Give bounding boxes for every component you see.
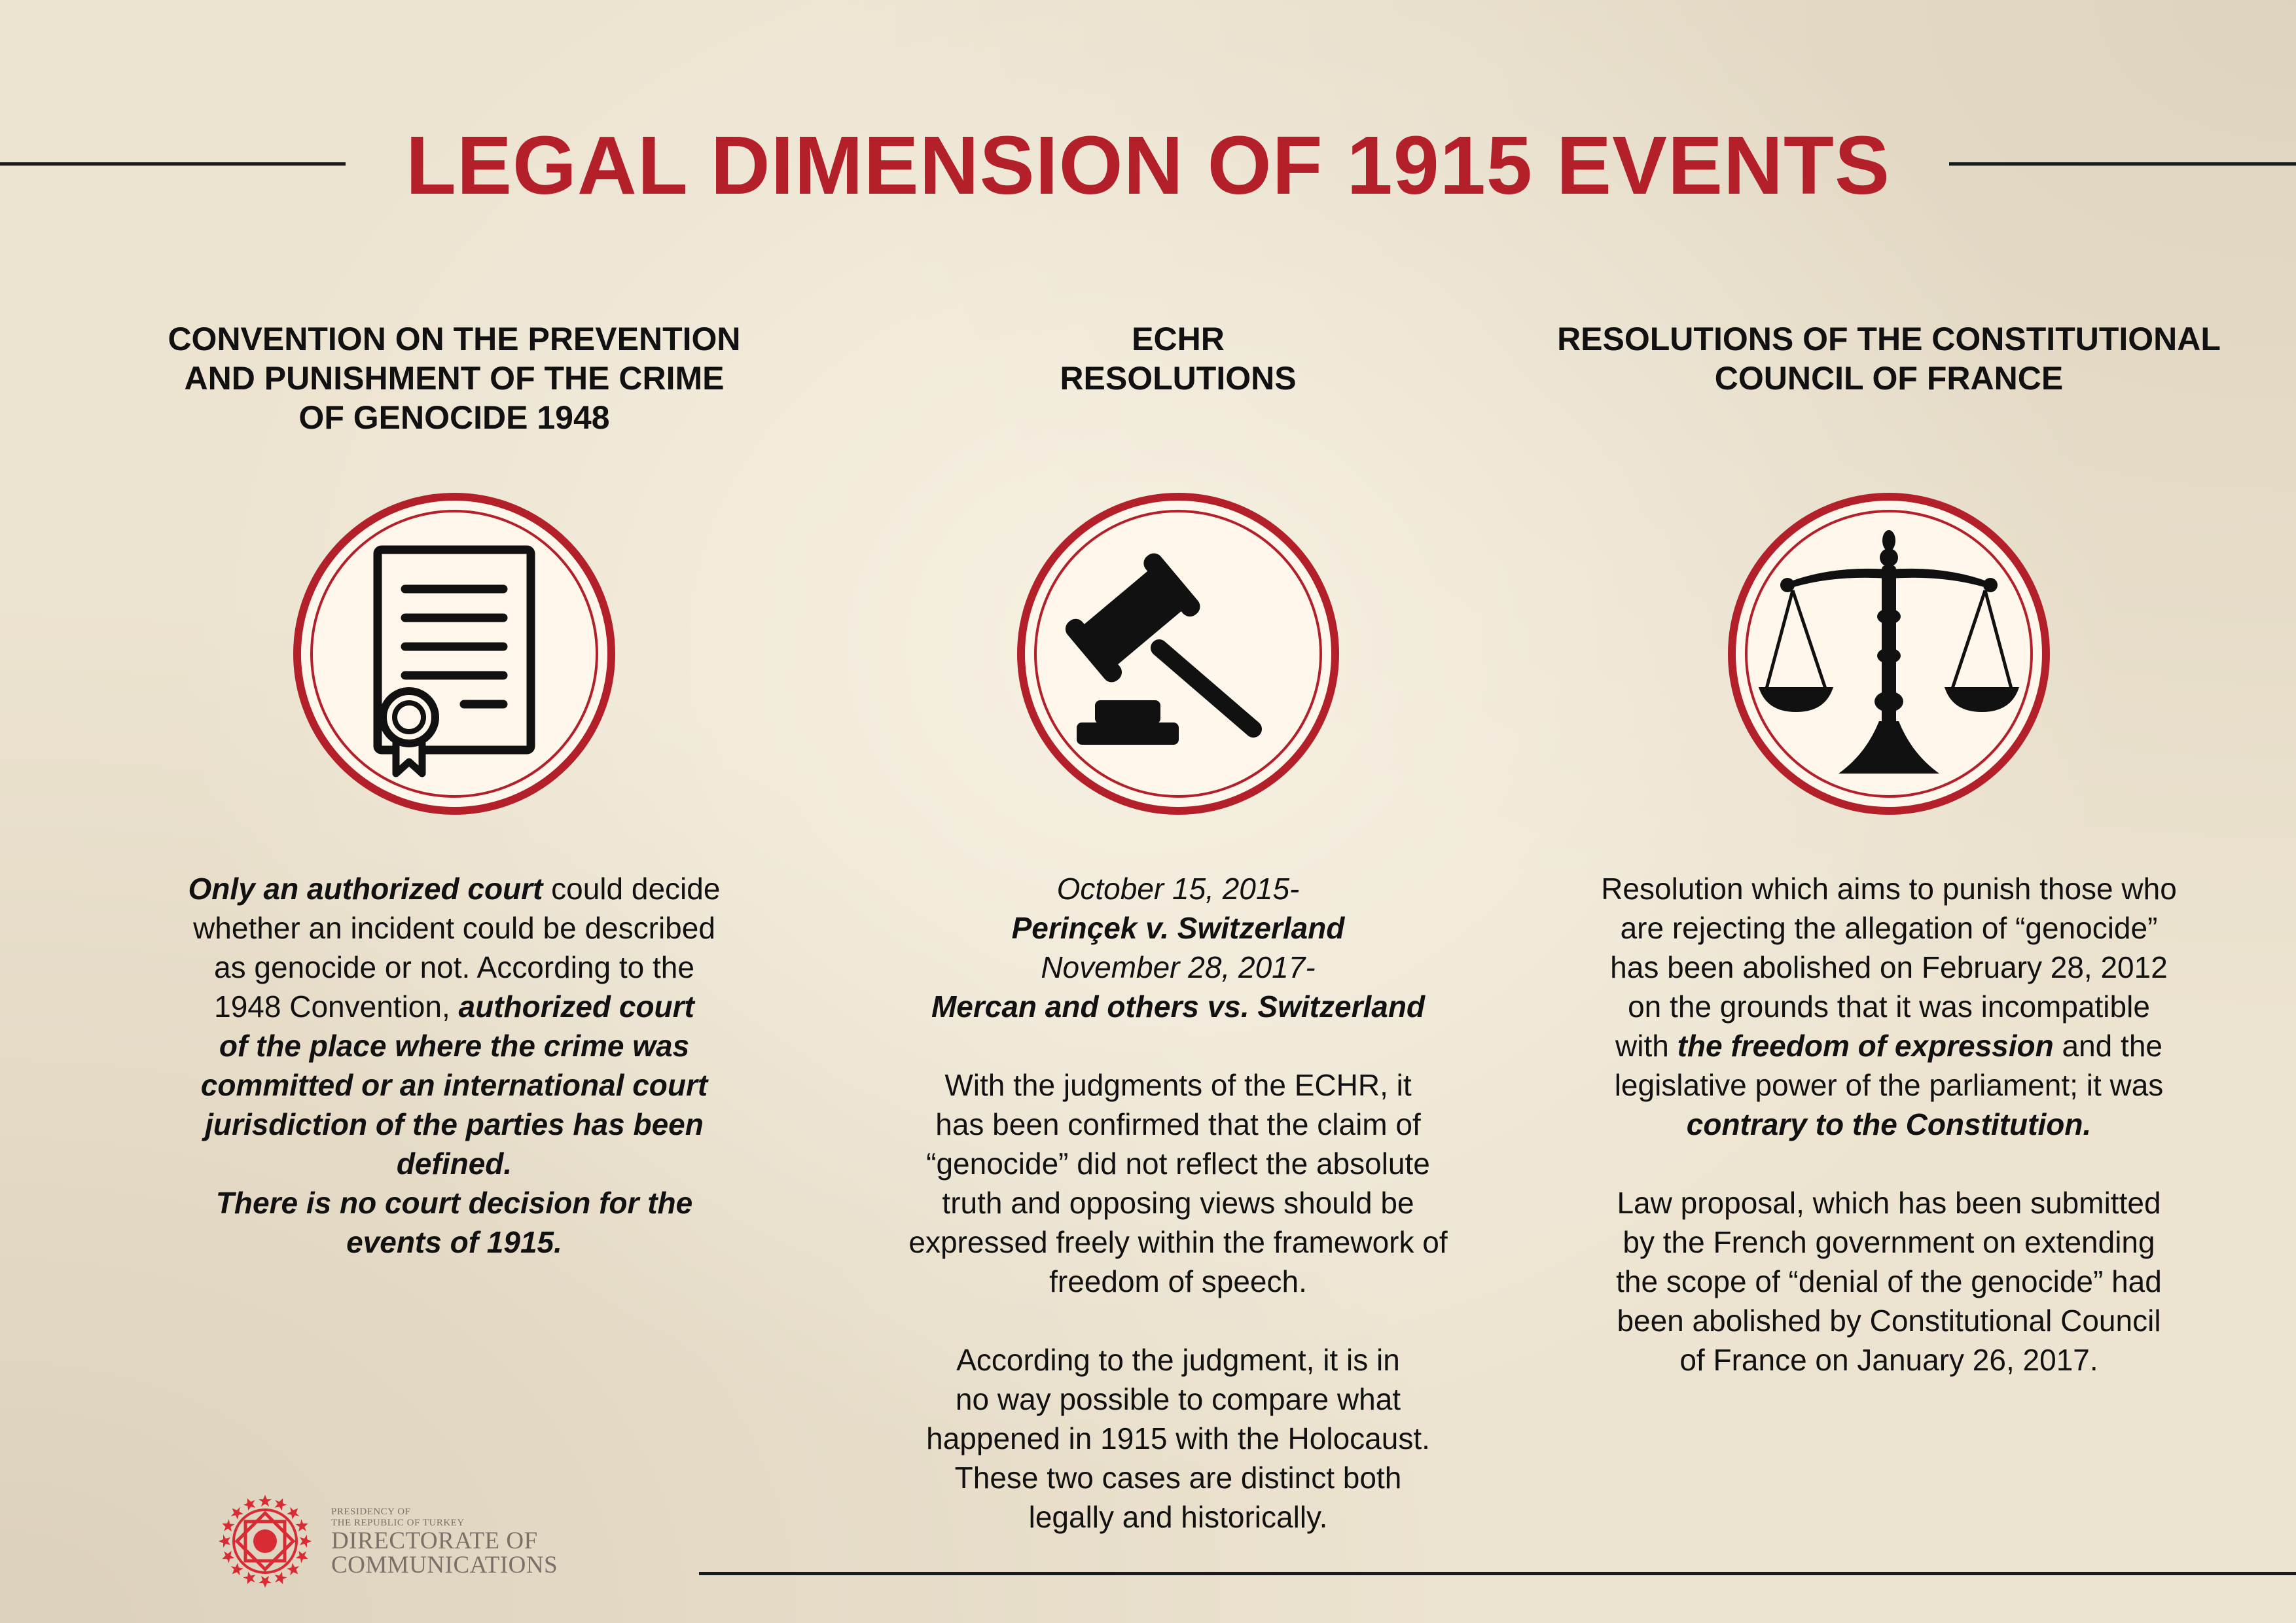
- column-heading: CONVENTION ON THE PREVENTION AND PUNISHMENT OF THE CRIME OF GENOCIDE 1948: [168, 321, 741, 436]
- column-body: Only an authorized court could decide whether an incident could be described as genocide or not. According to the 1948 Convention, authorized court of the place where the crime was committed or an international court jurisdiction of the parties has been defined. There is no court decision for the events of 1915.: [188, 872, 721, 1259]
- column-heading: RESOLUTIONS OF THE CONSTITUTIONAL COUNCIL OF FRANCE: [1557, 321, 2221, 397]
- gavel-icon: [1016, 492, 1340, 815]
- column-heading: ECHR RESOLUTIONS: [1060, 321, 1297, 397]
- certificate-document-icon: [293, 492, 616, 815]
- presidency-emblem-icon: [216, 1492, 314, 1590]
- scales-of-justice-icon: [1727, 492, 2051, 815]
- footer-rule: [699, 1572, 2296, 1575]
- column-body: Resolution which aims to punish those who are rejecting the allegation of “genocide” has been abolished on February 28, 2012 on the grounds that it was incompatible with the freedom of expression and the legislative power of the parliament; it was contrary to the Constitution. Law proposal, which has been submitted by the French government on extending the scope of “denial of the genocide” had been abolished by Constitutional Council of France on January 26, 2017.: [1601, 872, 2177, 1377]
- column-body: October 15, 2015- Perinçek v. Switzerland November 28, 2017- Mercan and others vs. Switzerland With the judgments of the ECHR, it has been confirmed that the claim of “genocide” did not reflect the absolute truth and opposing views should be expressed freely within the framework of freedom of speech. According to the judgment, it is in no way possible to compare what happened in 1915 with the Holocaust. These two cases are distinct both legally and historically.: [908, 872, 1448, 1534]
- logo-text: PRESIDENCY OF THE REPUBLIC OF TURKEY DIRECTORATE OF COMMUNICATIONS: [331, 1507, 558, 1578]
- page-title: LEGAL DIMENSION OF 1915 EVENTS: [405, 119, 1891, 211]
- directorate-logo: [216, 1492, 635, 1590]
